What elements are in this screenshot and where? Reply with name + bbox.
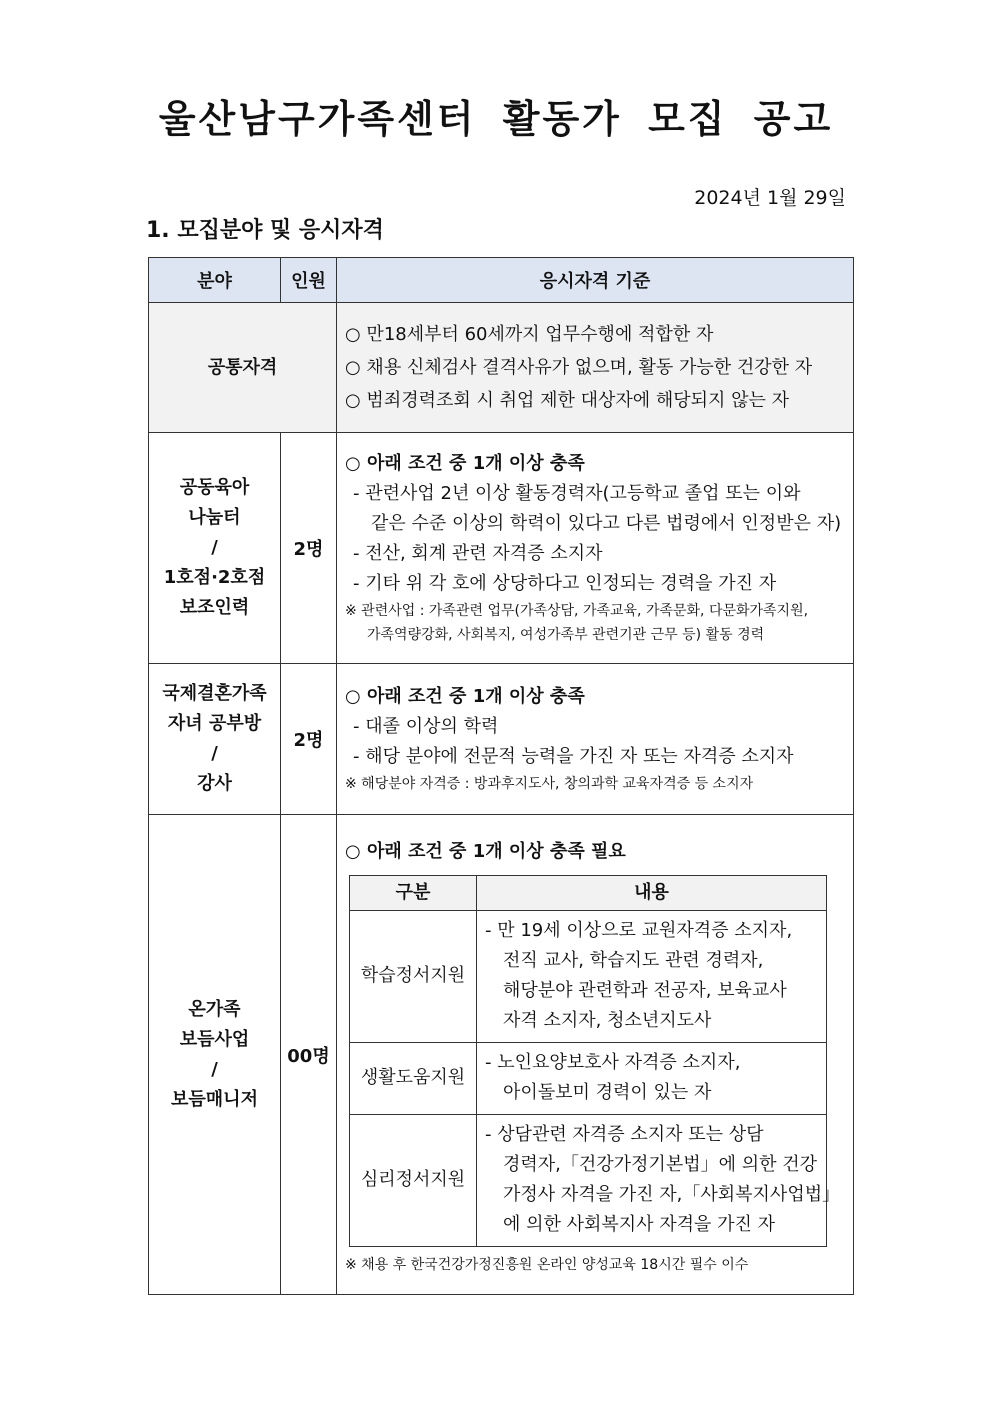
criteria-heading: ○ 아래 조건 중 1개 이상 충족 필요 [345, 840, 626, 862]
recruitment-table [148, 257, 854, 1295]
criteria-family-care [337, 815, 854, 1295]
header-count: 인원 [281, 258, 337, 303]
criteria-line: - 기타 위 각 호에 상당하다고 인정되는 경력을 가진 자 [353, 573, 777, 594]
inner-header-category: 구분 [350, 875, 477, 910]
field-line: 1호점·2호점 [163, 567, 266, 588]
criteria-line: - 대졸 이상의 학력 [353, 716, 499, 737]
inner-line: 자격 소지자, 청소년지도사 [503, 1010, 712, 1031]
field-line: / [211, 537, 218, 558]
field-line: 강사 [197, 773, 232, 794]
criteria-note: ※ 채용 후 한국건강가정진흥원 온라인 양성교육 18시간 필수 이수 [345, 1256, 749, 1273]
inner-line: - 상담관련 자격증 소지자 또는 상담 [485, 1124, 764, 1145]
inner-table [349, 875, 841, 1247]
field-line: 온가족 [188, 998, 241, 1020]
inner-line: - 노인요양보호사 자격증 소지자, [485, 1052, 741, 1073]
inner-header-content: 내용 [477, 875, 827, 910]
field-line: 보듬사업 [179, 1028, 250, 1050]
criteria-line: ○ 만18세부터 60세까지 업무수행에 적합한 자 [345, 324, 714, 345]
field-studyroom [149, 664, 281, 815]
table-header-row [149, 258, 854, 303]
criteria-common [337, 303, 854, 433]
field-line: 공동육아 [179, 477, 250, 498]
criteria-note: 가족역량강화, 사회복지, 여성가족부 관련기관 근무 등) 활동 경력 [367, 627, 765, 643]
table-row-childcare [149, 433, 854, 664]
criteria-line: - 관련사업 2년 이상 활동경력자(고등학교 졸업 또는 이와 [353, 483, 801, 504]
criteria-heading: ○ 아래 조건 중 1개 이상 충족 [345, 453, 585, 474]
inner-row-study [350, 910, 827, 1042]
table-row-common [149, 303, 854, 433]
field-line: 자녀 공부방 [167, 713, 262, 734]
criteria-note: ※ 해당분야 자격증 : 방과후지도사, 창의과학 교육자격증 등 소지자 [345, 776, 754, 792]
field-line: 나눔터 [188, 507, 241, 528]
count-family-care: 00명 [281, 815, 337, 1295]
inner-content [477, 910, 827, 1042]
criteria-line: - 해당 분야에 전문적 능력을 가진 자 또는 자격증 소지자 [353, 746, 794, 767]
inner-line: 아이돌보미 경력이 있는 자 [503, 1082, 712, 1103]
inner-line: 에 의한 사회복지사 자격을 가진 자 [503, 1214, 776, 1235]
criteria-note: ※ 관련사업 : 가족관련 업무(가족상담, 가족교육, 가족문화, 다문화가족지원, [345, 603, 809, 619]
inner-header-row [350, 875, 827, 910]
inner-content [477, 1042, 827, 1114]
criteria-line: ○ 범죄경력조회 시 취업 제한 대상자에 해당되지 않는 자 [345, 390, 790, 411]
count-childcare: 2명 [281, 433, 337, 664]
table-row-studyroom [149, 664, 854, 815]
inner-row-living [350, 1042, 827, 1114]
field-childcare [149, 433, 281, 664]
criteria-heading: ○ 아래 조건 중 1개 이상 충족 [345, 686, 585, 707]
inner-category: 생활도움지원 [350, 1042, 477, 1114]
section-title: 1. 모집분야 및 응시자격 [146, 218, 384, 243]
header-criteria: 응시자격 기준 [337, 258, 854, 303]
header-field: 분야 [149, 258, 281, 303]
criteria-line: 같은 수준 이상의 학력이 있다고 다른 법령에서 인정받은 자) [371, 513, 842, 534]
inner-category: 심리정서지원 [350, 1114, 477, 1246]
field-common: 공통자격 [149, 303, 337, 433]
criteria-line: ○ 채용 신체검사 결격사유가 없으며, 활동 가능한 건강한 자 [345, 357, 813, 378]
field-line: 보듬매니저 [171, 1088, 258, 1110]
inner-line: 가정사 자격을 가진 자,「사회복지사업법」 [503, 1184, 841, 1205]
count-studyroom: 2명 [281, 664, 337, 815]
inner-content [477, 1114, 841, 1246]
field-line: 국제결혼가족 [162, 683, 267, 704]
field-line: / [211, 1058, 218, 1080]
field-line: / [211, 743, 218, 764]
inner-line: 경력자,「건강가정기본법」에 의한 건강 [503, 1154, 817, 1175]
field-line: 보조인력 [179, 597, 250, 618]
inner-line: 전직 교사, 학습지도 관련 경력자, [503, 950, 764, 971]
inner-category: 학습정서지원 [350, 910, 477, 1042]
inner-line: - 만 19세 이상으로 교원자격증 소지자, [485, 920, 793, 941]
field-family-care [149, 815, 281, 1295]
criteria-line: - 전산, 회계 관련 자격증 소지자 [353, 543, 603, 564]
inner-row-emotion [350, 1114, 827, 1246]
notice-date: 2024년 1월 29일 [694, 187, 846, 209]
table-row-family-care [149, 815, 854, 1295]
criteria-childcare [337, 433, 854, 664]
page-title: 울산남구가족센터 활동가 모집 공고 [158, 97, 834, 141]
criteria-studyroom [337, 664, 854, 815]
inner-line: 해당분야 관련학과 전공자, 보육교사 [503, 980, 787, 1001]
